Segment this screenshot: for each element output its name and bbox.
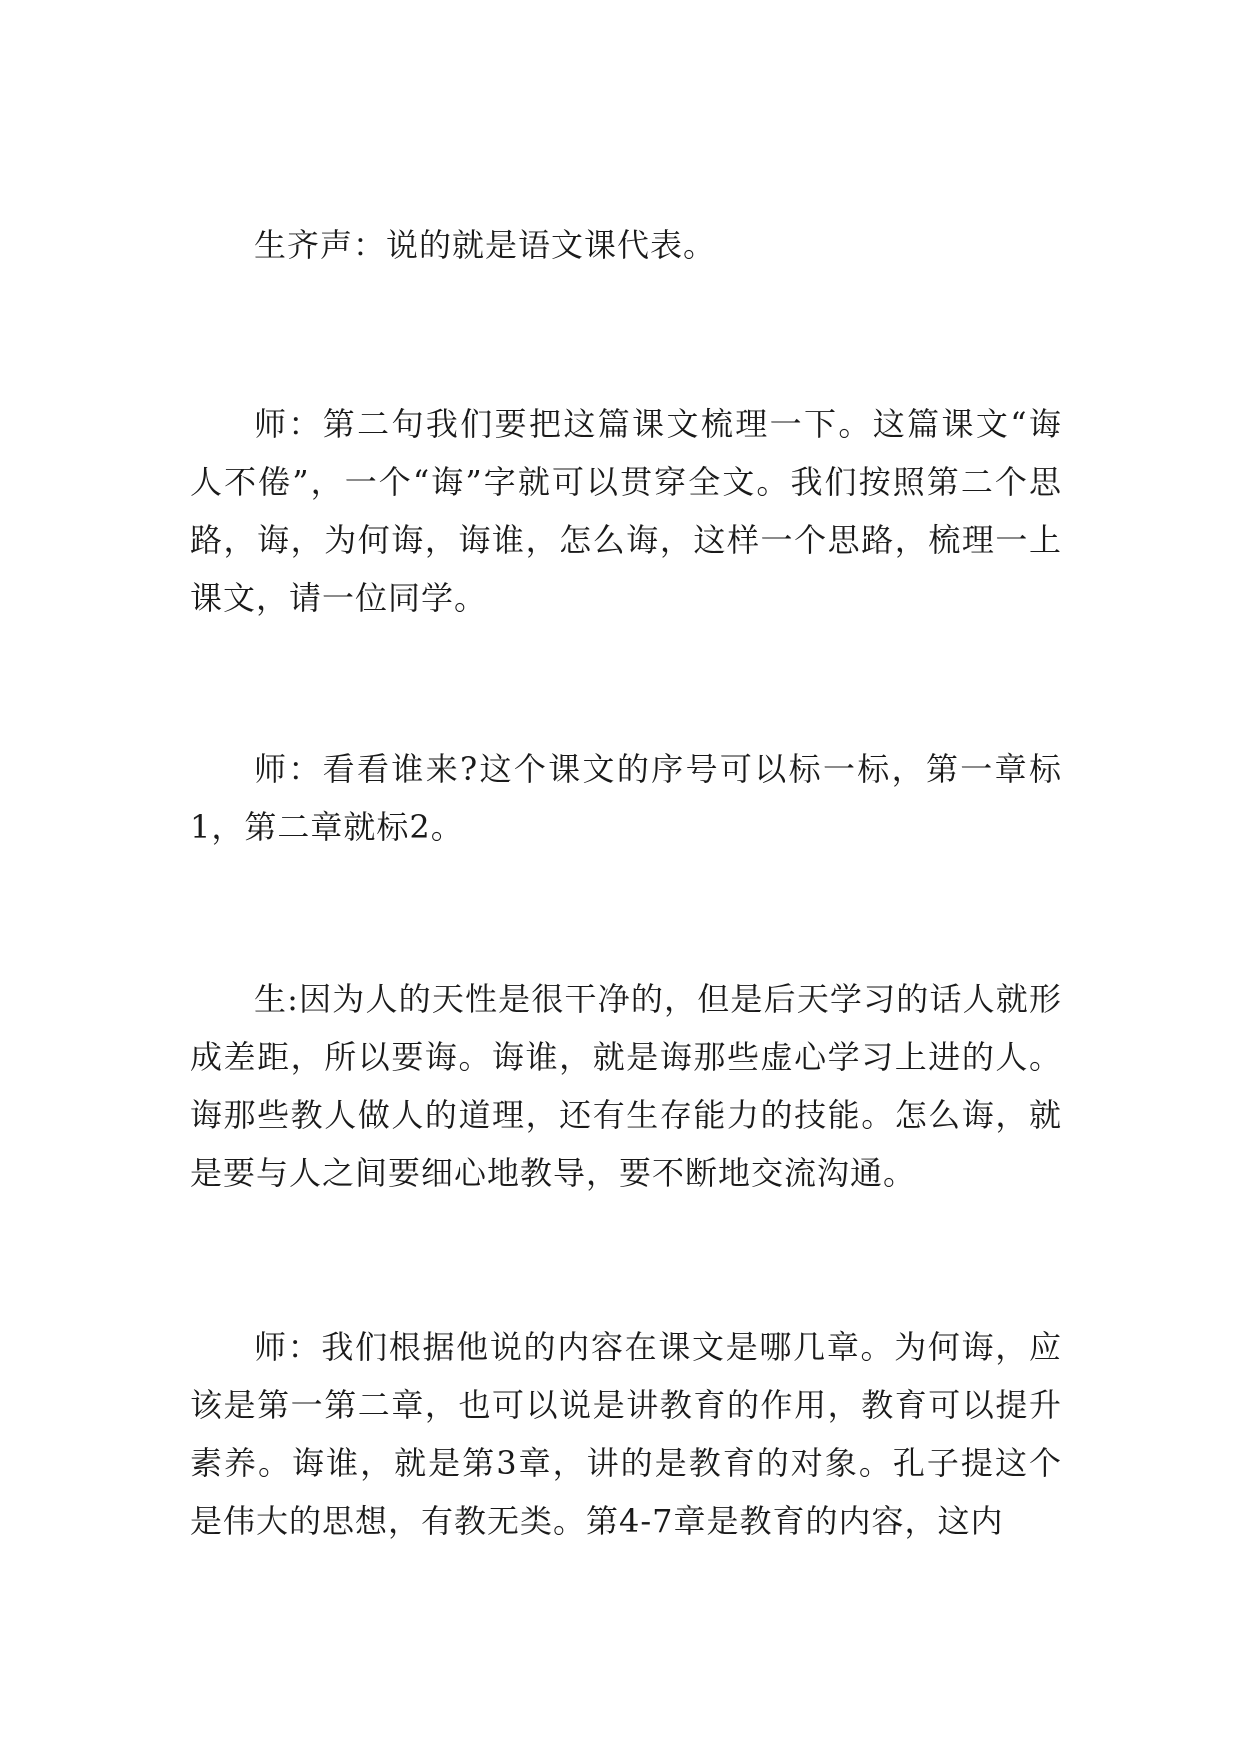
paragraph-student-chorus: 生齐声：说的就是语文课代表。 [254, 226, 717, 264]
paragraph-teacher-outline: 师：第二句我们要把这篇课文梳理一下。这篇课文“诲人不倦”，一个“诲”字就可以贯穿全文。我们按照第二个思路，诲，为何诲，诲谁，怎么诲，这样一个思路，梳理一上课文，请一位同学。 [190, 405, 1062, 617]
paragraph-teacher-summary: 师：我们根据他说的内容在课文是哪几章。为何诲，应该是第一第二章，也可以说是讲教育的作用，教育可以提升素养。诲谁，就是第3章，讲的是教育的对象。孔子提这个是伟大的思想，有教无类。第4-7章是教育的内容，这内 [190, 1328, 1062, 1540]
paragraph-student-answer: 生:因为人的天性是很干净的，但是后天学习的话人就形成差距，所以要诲。诲谁，就是诲那些虚心学习上进的人。诲那些教人做人的道理，还有生存能力的技能。怎么诲，就是要与人之间要细心地教导，要不断地交流沟通。 [190, 980, 1062, 1192]
paragraph-teacher-numbering: 师：看看谁来?这个课文的序号可以标一标，第一章标1，第二章就标2。 [190, 750, 1062, 846]
